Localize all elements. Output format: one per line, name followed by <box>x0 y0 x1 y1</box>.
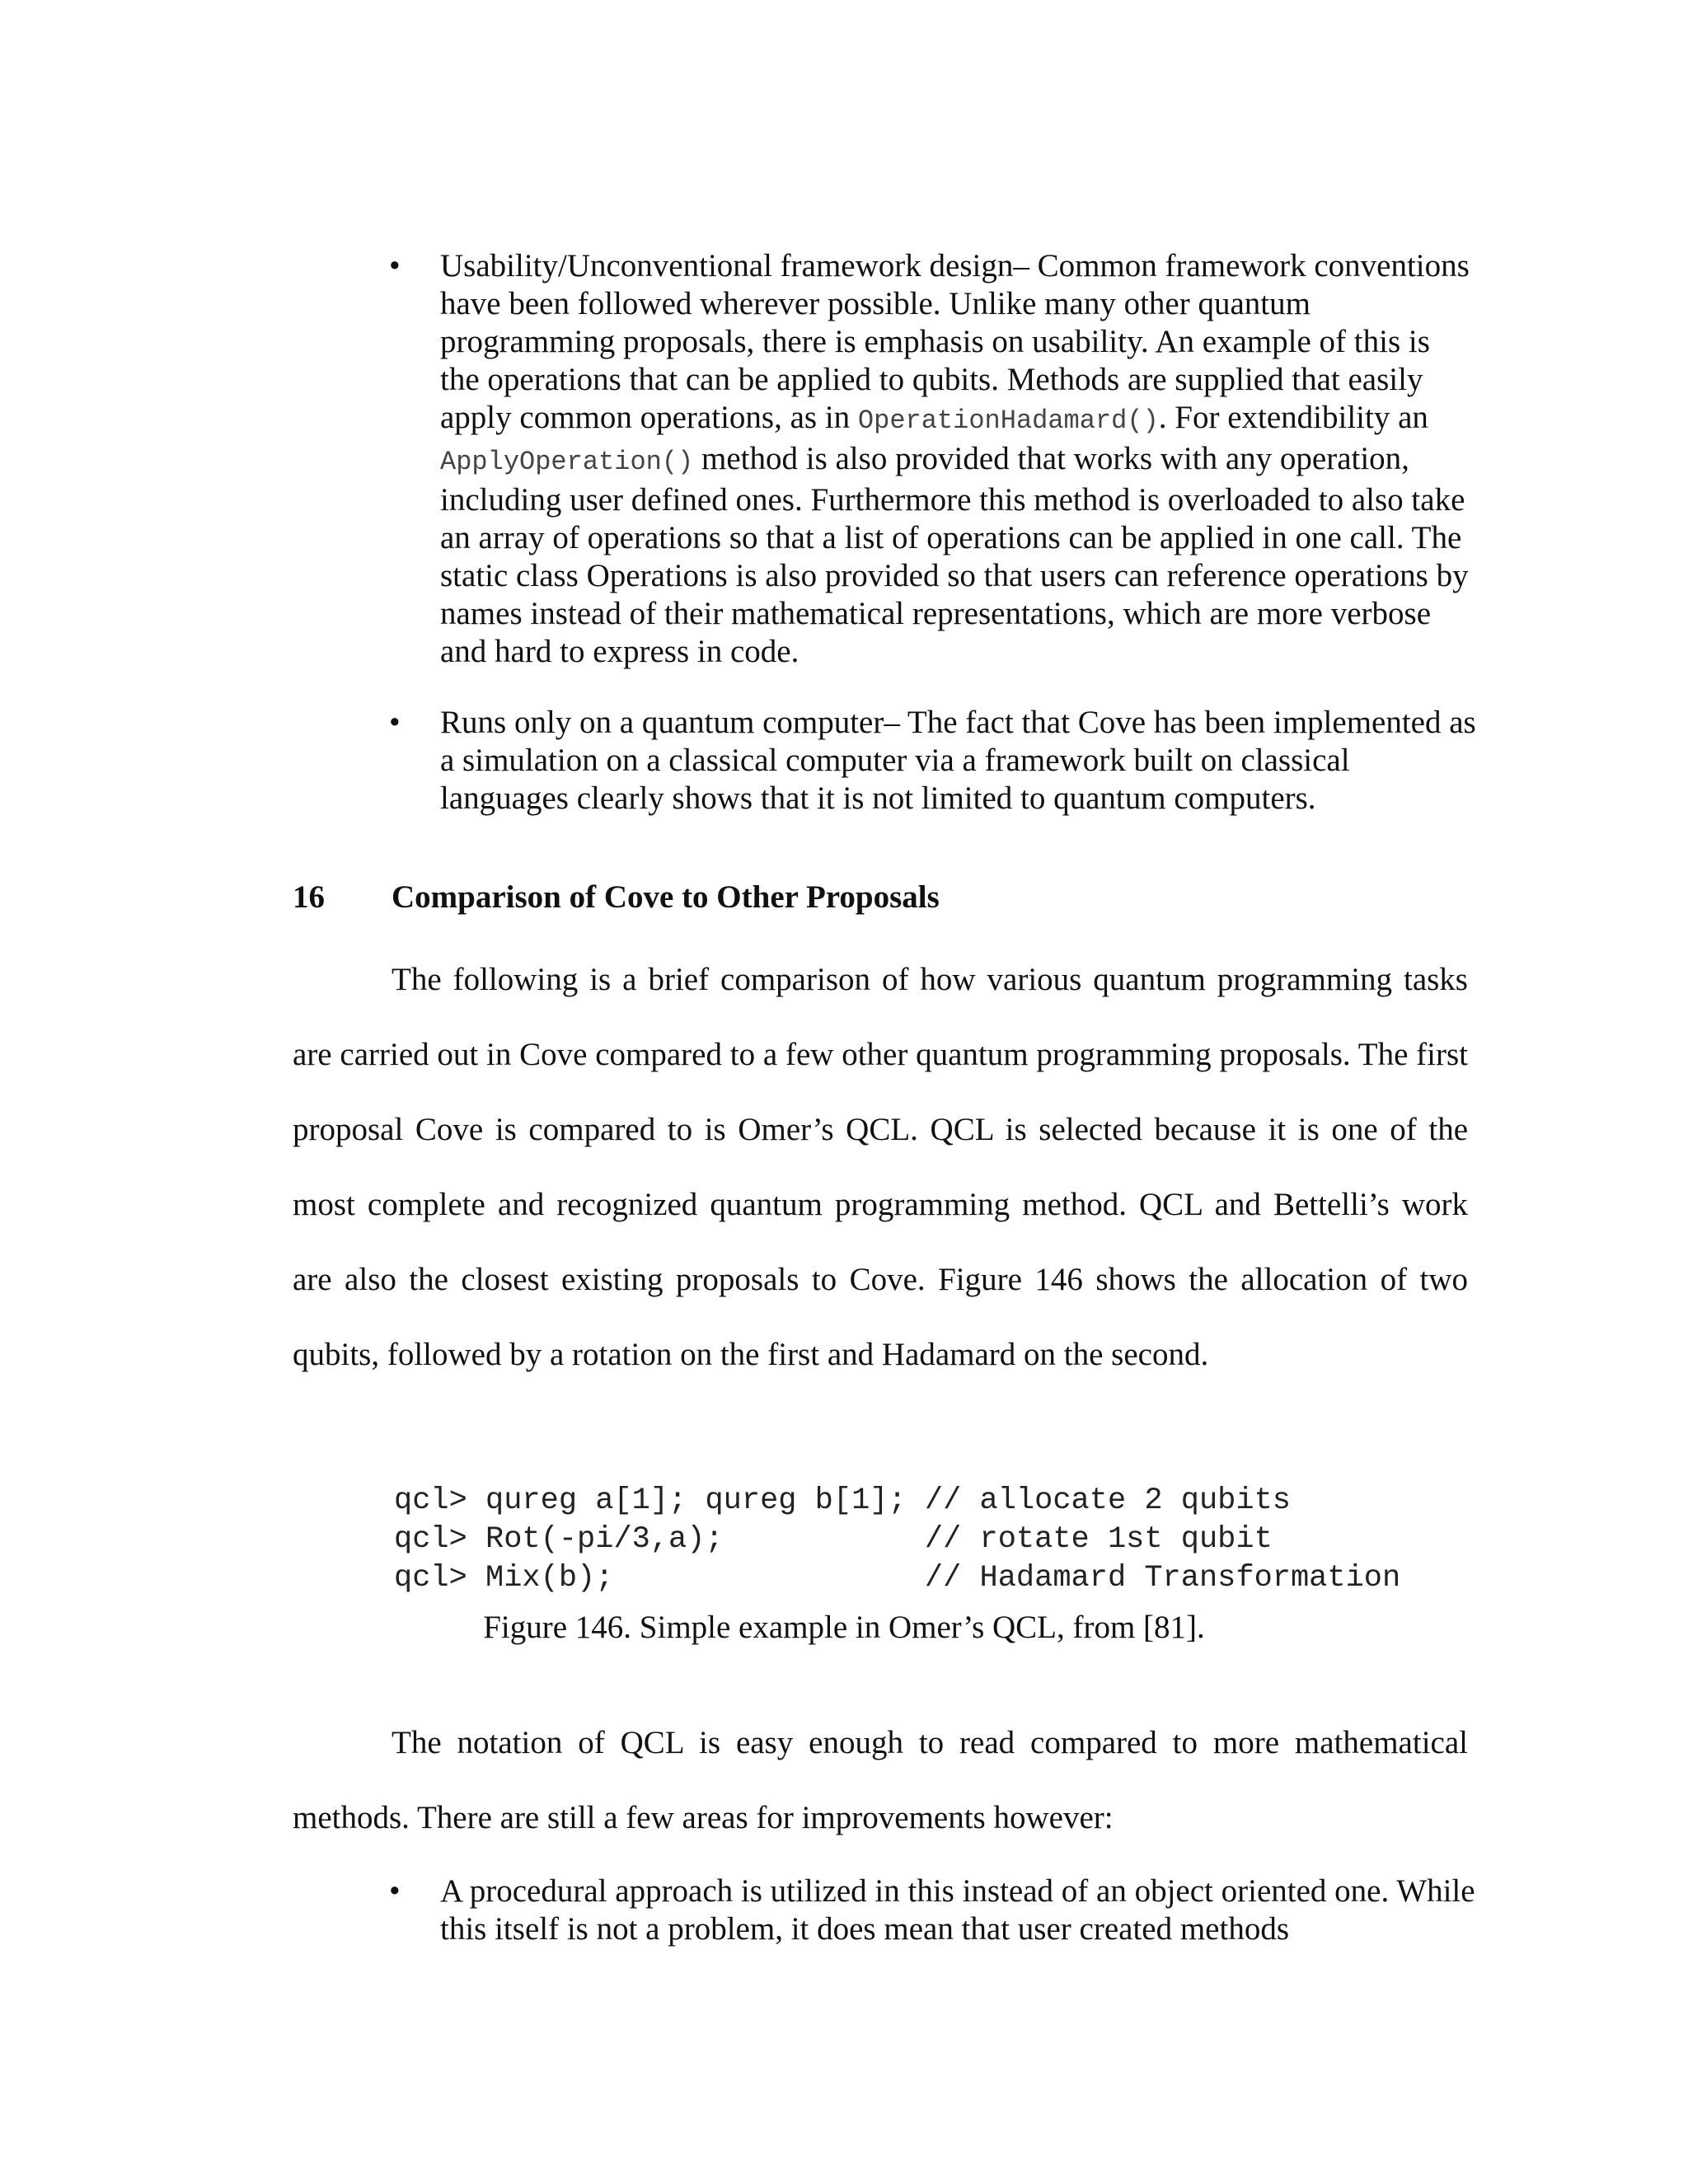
bullet-item <box>389 704 1477 818</box>
inline-code: ApplyOperation() <box>440 447 694 477</box>
bullet-text: Runs only on a quantum computer– The fact that Cove has been implemented as a simulation on a classical computer via a framework built on classical languages clearly shows that it is not limited to quantum computers. <box>440 705 1476 816</box>
bullet-list-top <box>389 247 1477 818</box>
bullet-text: method is also provided that works with any operation, including user defined ones. Furthermore this method is overloaded to also take an array of operations so that a list of operations can be applied in one call. The static class Operations is also provided so that users can reference operations by names instead of their mathematical representations, which are more verbose and hard to express in code. <box>440 441 1469 669</box>
paragraph-qcl-notation: The notation of QCL is easy enough to read compared to more mathematical methods. There are still a few areas for improvements however: <box>293 1725 1468 1835</box>
section-heading <box>293 879 940 916</box>
bullet-text: Usability/Unconventional framework design– Common framework conventions have been followed wherever possible. Unlike many other quantum programming proposals, there is emphasis on usability. An example of this is the operations that can be applied to qubits. Methods are supplied that easily apply common operations, as in <box>440 248 1470 435</box>
bullet-item <box>389 1872 1477 1948</box>
bullet-marker: • <box>389 248 401 284</box>
bullet-item <box>389 247 1477 671</box>
code-line: qcl> qureg a[1]; qureg b[1]; // allocate 2 qubits <box>394 1483 1291 1518</box>
inline-code: OperationHadamard() <box>857 405 1159 436</box>
figure-caption: Figure 146. Simple example in Omer’s QCL, from [81]. <box>483 1610 1205 1645</box>
bullet-marker: • <box>389 705 401 740</box>
bullet-text: . For extendibility an <box>1158 400 1428 435</box>
code-line: qcl> Rot(-pi/3,a); // rotate 1st qubit <box>394 1522 1273 1557</box>
paragraph-comparison-intro: The following is a brief comparison of how various quantum programming tasks are carried out in Cove compared to a few other quantum programming proposals. The first proposal Cove is compared to is Omer’s QCL. QCL is selected because it is one of the most complete and recognized quantum programming method. QCL and Bettelli’s work are also the closest existing proposals to Cove. Figure 146 shows the allocation of two qubits, followed by a rotation on the first and Hadamard on the second. <box>293 962 1468 1372</box>
bullet-list-bottom <box>389 1872 1477 1948</box>
section-title: Comparison of Cove to Other Proposals <box>392 879 940 915</box>
section-number: 16 <box>293 879 325 915</box>
code-figure <box>394 1482 1400 1598</box>
code-line: qcl> Mix(b); // Hadamard Transformation <box>394 1561 1401 1596</box>
bullet-text: A procedural approach is utilized in this instead of an object oriented one. While this itself is not a problem, it does mean that user created methods <box>440 1873 1475 1947</box>
bullet-marker: • <box>389 1873 401 1909</box>
